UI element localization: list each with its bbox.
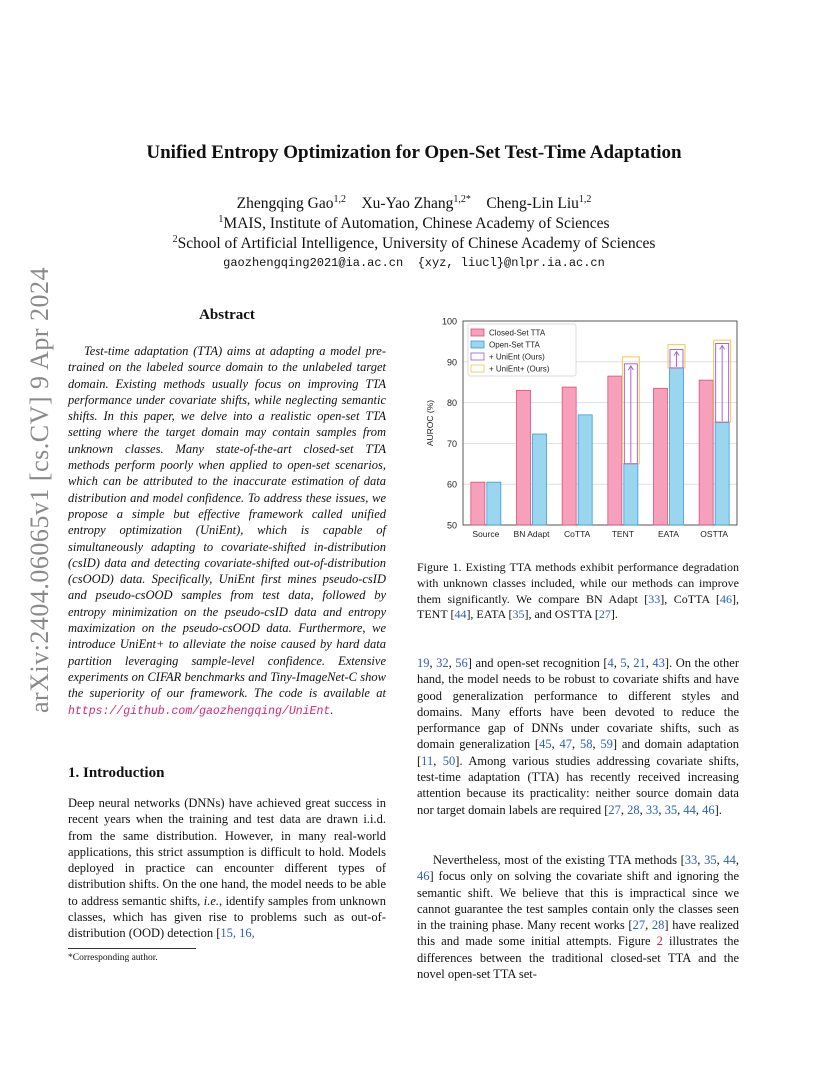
body-text: , bbox=[626, 656, 634, 670]
body-text: ], and OSTTA [ bbox=[524, 607, 599, 622]
citation[interactable]: 27 bbox=[632, 918, 646, 933]
body-text: Nevertheless, most of the existing TTA methods [ bbox=[433, 853, 685, 867]
intro-text: Deep neural networks (DNNs) have achieved great success in recent years when the training and test data are drawn i.i.d. from the same distribution. However, in many real-world applications, this strict assumption is difficult to hold. Models deployed in practice can encounter different types of distribution shifts. On the one hand, the model needs to be able to address semantic shifts, bbox=[68, 796, 386, 908]
body-text: , bbox=[677, 802, 684, 817]
citation[interactable]: 59 bbox=[600, 737, 613, 752]
citation[interactable]: 28 bbox=[651, 918, 665, 933]
legend-swatch bbox=[471, 329, 484, 336]
citation[interactable]: 21 bbox=[633, 656, 646, 670]
body-text: , bbox=[448, 656, 456, 670]
citation[interactable]: 47 bbox=[559, 737, 572, 752]
caption-text: Figure 1. Existing TTA methods exhibit performance degradation with unknown classes included, while our methods can improve them significantly. We compare BN Adapt [ bbox=[417, 560, 739, 606]
body-text: , bbox=[592, 737, 601, 752]
citation[interactable]: 27 bbox=[598, 607, 611, 622]
citation[interactable]: 44 bbox=[454, 607, 467, 622]
citation[interactable]: 43 bbox=[652, 656, 665, 670]
right-column-paragraph-2 bbox=[417, 852, 739, 982]
citation[interactable]: 33 bbox=[684, 853, 698, 867]
abstract-heading: Abstract bbox=[199, 307, 255, 323]
body-text: , bbox=[697, 853, 705, 867]
citation[interactable]: 56 bbox=[455, 656, 468, 670]
bar-closed-set bbox=[517, 390, 531, 525]
footnote: *Corresponding author. bbox=[68, 953, 158, 963]
bar-closed-set bbox=[654, 388, 668, 525]
citation[interactable]: 46 bbox=[702, 802, 715, 817]
citation[interactable]: 50 bbox=[442, 753, 456, 768]
author-name: Xu-Yao Zhang bbox=[361, 195, 454, 213]
y-tick-label: 70 bbox=[446, 438, 457, 449]
citation[interactable]: 27 bbox=[608, 802, 621, 817]
body-text: illustrates the differences between the traditional closed-set TTA and the novel open-set TTA set- bbox=[417, 934, 739, 982]
y-axis-label: AUROC (%) bbox=[425, 399, 435, 447]
citation[interactable]: 58 bbox=[579, 737, 593, 752]
body-text: ]. bbox=[610, 607, 618, 622]
body-text: ] and open-set recognition [ bbox=[467, 656, 608, 670]
body-text: , bbox=[429, 656, 437, 670]
author-name: Zhengqing Gao bbox=[236, 195, 334, 213]
citation[interactable]: 4 bbox=[607, 656, 614, 670]
abstract-text: Test-time adaptation (TTA) aims at adapting a model pre-trained on the labeled source domain to the unlabeled target domain. Existing methods usually focus on improving TTA performance under covariate shifts, while neglecting semantic shifts. In this paper, we delve into a realistic open-set TTA setting where the target domain may contain samples from unknown classes. Many state-of-the-art closed-set TTA methods perform poorly when applied to open-set scenarios, which can be attributed to the inaccurate estimation of data distribution and model confidence. To address these issues, we propose a simple but effective framework called unified entropy optimization (UniEnt), which is capable of simultaneously adapting to covariate-shifted in-distribution (csID) data and detecting covariate-shifted out-of-distribution (csOOD) data. Specifically, UniEnt first mines pseudo-csID and pseudo-csOOD samples from test data, followed by entropy minimization on the pseudo-csID data and entropy maximization on the pseudo-csOOD data. Furthermore, we introduce UniEnt+ to alleviate the noise caused by hard data partition leveraging sample-level confidence. Extensive experiments on CIFAR benchmarks and Tiny-ImageNet-C show the superiority of our framework. The code is available at bbox=[68, 344, 386, 701]
body-text: , bbox=[695, 802, 703, 817]
affiliation-text: School of Artificial Intelligence, University of Chinese Academy of Sciences bbox=[177, 235, 656, 253]
section-heading: 1. Introduction bbox=[68, 765, 165, 781]
body-text: , bbox=[716, 853, 724, 867]
intro-paragraph bbox=[68, 795, 386, 942]
y-tick-label: 50 bbox=[446, 520, 457, 531]
legend-label: + UniEnt+ (Ours) bbox=[489, 364, 550, 374]
citation[interactable]: 46 bbox=[720, 591, 732, 606]
author-sup: 1,2 bbox=[333, 194, 346, 205]
body-text: , bbox=[620, 802, 628, 817]
citation[interactable]: 35 bbox=[512, 607, 525, 622]
body-text: , bbox=[645, 918, 652, 933]
paper-title: Unified Entropy Optimization for Open-Set Test-Time Adaptation bbox=[146, 142, 682, 163]
arxiv-id: arXiv:2404.06065v1 [cs.CV] 9 Apr 2024 bbox=[25, 266, 54, 714]
author-emails: gaozhengqing2021@ia.ac.cn {xyz, liucl}@nlpr.ia.ac.cn bbox=[223, 256, 605, 270]
right-column-paragraph-1 bbox=[417, 655, 739, 818]
bar-closed-set bbox=[562, 387, 576, 525]
body-text: , bbox=[735, 853, 740, 867]
body-text: , bbox=[645, 656, 653, 670]
x-tick-label: CoTTA bbox=[564, 529, 591, 539]
body-text: ] have realized this and made some initial attempts. Figure bbox=[417, 918, 740, 949]
affiliation-sup: 2 bbox=[172, 234, 178, 245]
citation[interactable]: 5 bbox=[620, 656, 627, 670]
citation[interactable]: 44 bbox=[683, 802, 696, 817]
citation[interactable]: 33 bbox=[648, 591, 661, 606]
citation[interactable]: 44 bbox=[723, 853, 736, 867]
body-text: , bbox=[639, 802, 646, 817]
bar-closed-set bbox=[471, 482, 485, 525]
body-text: ]. Among various studies addressing covariate shifts, test-time adaptation (TTA) has recently received increasing attention because its practicality: neither source domain data nor target domain labels are required [ bbox=[417, 753, 739, 817]
body-text: ], EATA [ bbox=[466, 607, 513, 622]
y-tick-label: 60 bbox=[446, 479, 457, 490]
author-sup: 1,2 bbox=[578, 194, 592, 205]
legend-label: Closed-Set TTA bbox=[489, 328, 546, 338]
x-tick-label: EATA bbox=[658, 529, 679, 539]
abstract-body bbox=[68, 343, 386, 720]
intro-text-cont: , identify samples from unknown classes, which has given rise to problems such as out-of-distribution (OOD) detection [ bbox=[68, 893, 386, 941]
body-text: , bbox=[658, 802, 665, 817]
citation[interactable]: 28 bbox=[627, 802, 640, 817]
legend-swatch bbox=[471, 341, 484, 348]
arxiv-sidebar bbox=[20, 266, 60, 714]
citation[interactable]: 35 bbox=[664, 802, 678, 817]
citation[interactable]: 11 bbox=[421, 753, 434, 768]
bar-open-set bbox=[670, 368, 684, 525]
body-text: ]. On the other hand, the model needs to be robust to covariate shifts and have good generalization performance to different styles and domains. Many efforts have been devoted to reduce the performance gap of DNNs under covariate shifts, such as domain generalization [ bbox=[417, 656, 739, 752]
affiliation-sup: 1 bbox=[218, 214, 224, 225]
x-tick-label: Source bbox=[472, 529, 500, 539]
legend-label: + UniEnt (Ours) bbox=[489, 352, 545, 362]
body-text: ], CoTTA [ bbox=[660, 591, 720, 606]
bar-open-set bbox=[578, 415, 592, 525]
author-list bbox=[0, 194, 828, 213]
body-text: , bbox=[551, 737, 560, 752]
code-link[interactable]: https://github.com/gaozhengqing/UniEnt bbox=[68, 704, 331, 718]
citation[interactable]: 35 bbox=[704, 853, 717, 867]
x-tick-label: OSTTA bbox=[700, 529, 729, 539]
body-text: , bbox=[613, 656, 621, 670]
figure-ref[interactable]: 2 bbox=[656, 934, 663, 949]
citation[interactable]: 46 bbox=[417, 869, 430, 884]
abstract-end: . bbox=[330, 702, 334, 717]
affiliation-text: MAIS, Institute of Automation, Chinese Academy of Sciences bbox=[223, 215, 610, 233]
bar-closed-set bbox=[699, 380, 713, 525]
citation[interactable]: 45 bbox=[539, 737, 552, 752]
body-text: , bbox=[433, 753, 443, 768]
y-tick-label: 100 bbox=[441, 316, 457, 327]
citation[interactable]: 33 bbox=[645, 802, 659, 817]
citation[interactable]: 32 bbox=[436, 656, 449, 670]
body-text: ], TENT [ bbox=[417, 591, 739, 622]
body-text: , bbox=[572, 737, 580, 752]
intro-italic: i.e. bbox=[203, 893, 220, 908]
bar-open-set bbox=[533, 434, 547, 525]
bar-open-set bbox=[715, 422, 729, 525]
affiliation-2 bbox=[0, 234, 828, 253]
body-text: ]. bbox=[714, 802, 722, 817]
y-tick-label: 80 bbox=[446, 398, 457, 409]
figure-caption bbox=[417, 560, 739, 623]
x-tick-label: BN Adapt bbox=[513, 529, 550, 539]
affiliation-1 bbox=[0, 214, 828, 233]
y-tick-label: 90 bbox=[446, 357, 457, 368]
legend-label: Open-Set TTA bbox=[489, 340, 540, 350]
body-text: ] and domain adaptation [ bbox=[417, 737, 740, 768]
footnote-rule bbox=[68, 948, 196, 949]
bar-open-set bbox=[624, 464, 638, 525]
bar-closed-set bbox=[608, 376, 622, 525]
author-sup: 1,2* bbox=[453, 194, 471, 205]
author-name: Cheng-Lin Liu bbox=[486, 195, 579, 213]
bar-open-set bbox=[487, 482, 501, 525]
body-text: ] focus only on solving the covariate shift and ignoring the semantic shift. We believe that this is impractical since we cannot guarantee the test samples contain only the classes seen in the training phase. Many recent works [ bbox=[417, 869, 739, 933]
citation[interactable]: 19 bbox=[417, 656, 430, 670]
auroc-bar-chart bbox=[415, 308, 745, 543]
citation[interactable]: 15, 16, bbox=[220, 926, 255, 941]
x-tick-label: TENT bbox=[611, 529, 634, 539]
